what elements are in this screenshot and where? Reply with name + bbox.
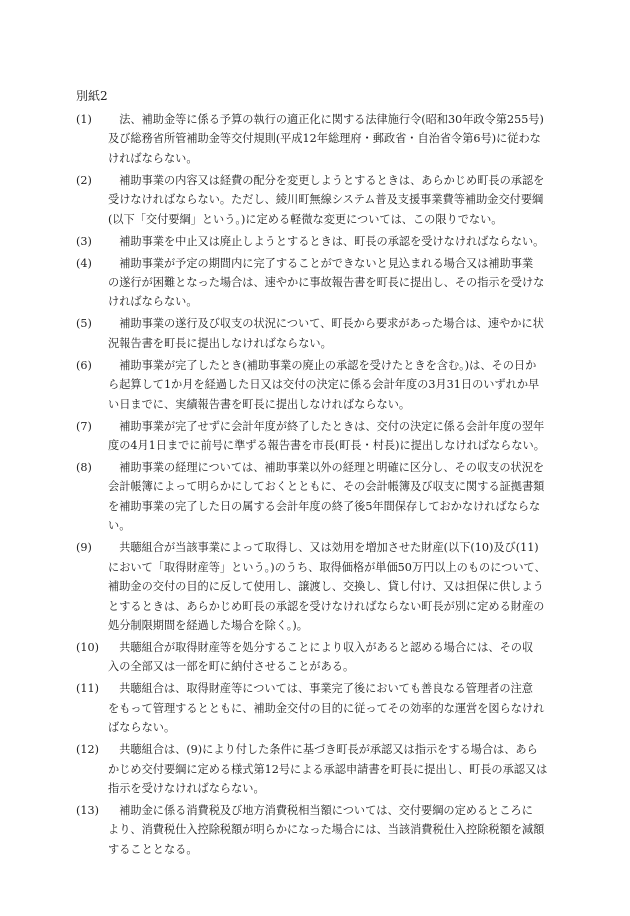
item-text: 補助事業を中止又は廃止しようとするときは、町長の承認を受けなければならない。 <box>108 234 545 248</box>
list-item <box>76 356 582 414</box>
list-item <box>76 254 582 312</box>
item-number: (10) <box>76 640 99 654</box>
list-item <box>76 314 582 353</box>
item-number: (6) <box>76 358 92 372</box>
list-item <box>76 679 582 737</box>
item-text: 共聴組合は、(9)により付した条件に基づき町長が承認又は指示をする場合は、あら かじめ交付要綱に定める様式第12号による承認申請書を町長に提出し、町長の承認又は 指示を受けなければならない。 <box>108 743 548 795</box>
item-text: 共聴組合が当該事業によって取得し、又は効用を増加させた財産(以下(10)及び(11) において「取得財産等」という。)のうち、取得価格が単価50万円以上のものについて、 補助金の交付の目的に反して使用し、譲渡し、交換し、貸し付け、又は担保に供しよう とするときは、あらかじめ町長の承認を受けなければならない町長が別に定める財産の 処分制限期間を経過した場合を除く。)。 <box>108 541 546 632</box>
item-text: 共聴組合は、取得財産等については、事業完了後においても善良なる管理者の注意 をもって管理するとともに、補助金交付の目的に従ってその効率的な運営を図らなけれ ばならない。 <box>108 682 545 735</box>
item-number: (4) <box>76 256 92 270</box>
item-number: (2) <box>76 173 92 187</box>
item-number: (5) <box>76 317 92 331</box>
item-text: 補助事業の遂行及び収支の状況について、町長から要求があった場合は、速やかに状 況報告書を町長に提出しなければならない。 <box>108 317 544 350</box>
item-text: 補助事業の内容又は経費の配分を変更しようとするときは、あらかじめ町長の承認を 受けなければならない。ただし、綾川町無線システム普及支援事業費等補助金交付要綱 (以下「交付要綱」という。)に定める軽微な変更については、この限りでない。 <box>108 173 545 226</box>
list-item <box>76 232 582 251</box>
attachment-heading: 別紙2 <box>76 89 108 103</box>
item-number: (8) <box>76 461 92 475</box>
list-item <box>76 801 582 859</box>
item-text: 補助金に係る消費税及び地方消費税相当額については、交付要綱の定めるところに より、消費税仕入控除税額が明らかになった場合には、当該消費税仕入控除税額を減額 することとなる。 <box>108 803 545 856</box>
list-item <box>76 110 582 168</box>
list-item <box>76 458 582 536</box>
item-number: (1) <box>76 113 92 126</box>
item-number: (3) <box>76 234 92 248</box>
item-text: 補助事業が完了せずに会計年度が終了したときは、交付の決定に係る会計年度の翌年 度の4月1日までに前号に準ずる報告書を市長(町長・村長)に提出しなければならない。 <box>108 419 545 453</box>
list-item <box>76 538 582 635</box>
item-number: (12) <box>76 743 99 757</box>
item-text: 補助事業が完了したとき(補助事業の廃止の承認を受けたときを含む。)は、その日か ら起算して1か月を経過した日又は交付の決定に係る会計年度の3月31日のいずれか早 い日までに、実績報告書を町長に提出しなければならない。 <box>108 358 540 411</box>
list-item <box>76 171 582 229</box>
item-text: 共聴組合が取得財産等を処分することにより収入があると認める場合には、その収 入の全部又は一部を町に納付させることがある。 <box>108 640 534 674</box>
conditions-list <box>76 110 582 859</box>
item-number: (13) <box>76 803 99 817</box>
list-item <box>76 638 582 677</box>
item-text: 補助事業が予定の期間内に完了することができないと見込まれる場合又は補助事業 の遂行が困難となった場合は、速やかに事故報告書を町長に提出し、その指示を受けな ければならない。 <box>108 256 545 309</box>
list-item <box>76 740 582 798</box>
list-item <box>76 417 582 456</box>
item-number: (9) <box>76 541 92 555</box>
item-text: 法、補助金等に係る予算の執行の適正化に関する法律施行令(昭和30年政令第255号) 及び総務省所管補助金等交付規則(平成12年総理府・郵政省・自治省令第6号)に従わな ければならない。 <box>108 113 544 165</box>
item-number: (11) <box>76 682 99 696</box>
item-number: (7) <box>76 419 92 433</box>
item-text: 補助事業の経理については、補助事業以外の経理と明確に区分し、その収支の状況を 会計帳簿によって明らかにしておくとともに、その会計帳簿及び収支に関する証拠書類 を補助事業の完了した日の属する会計年度の終了後5年間保存しておかなければならな い。 <box>108 461 545 533</box>
